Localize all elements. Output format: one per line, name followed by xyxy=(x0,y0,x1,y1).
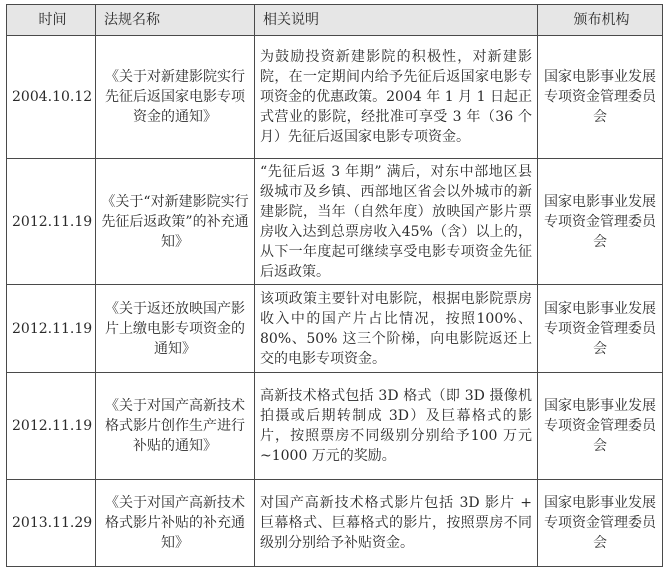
header-name: 法规名称 xyxy=(96,5,255,36)
cell-description: 高新技术格式包括 3D 格式（即 3D 摄像机拍摄或后期转制成 3D）及巨幕格式的影片，按照票房不同级别分别给予100 万元 ~1000 万元的奖励。 xyxy=(255,373,538,480)
cell-name: 《关于对国产高新技术格式影片创作生产进行补贴的通知》 xyxy=(96,373,255,480)
cell-time: 2013.11.29 xyxy=(7,480,96,567)
header-description: 相关说明 xyxy=(255,5,538,36)
cell-name: 《关于“对新建影院实行先征后返政策”的补充通知》 xyxy=(96,159,255,285)
cell-agency: 国家电影事业发展专项资金管理委员会 xyxy=(538,285,663,373)
cell-agency: 国家电影事业发展专项资金管理委员会 xyxy=(538,36,663,159)
table-row xyxy=(7,373,663,480)
cell-name: 《关于对新建影院实行先征后返国家电影专项资金的通知》 xyxy=(96,36,255,159)
cell-name: 《关于返还放映国产影片上缴电影专项资金的通知》 xyxy=(96,285,255,373)
cell-time: 2012.11.19 xyxy=(7,159,96,285)
cell-agency: 国家电影事业发展专项资金管理委员会 xyxy=(538,159,663,285)
cell-description: 该项政策主要针对电影院，根据电影院票房收入中的国产片占比情况，按照100%、80%、50% 这三个阶梯，向电影院返还上交的电影专项资金。 xyxy=(255,285,538,373)
table-row xyxy=(7,36,663,159)
header-row xyxy=(7,5,663,36)
cell-time: 2012.11.19 xyxy=(7,373,96,480)
cell-description: “先征后返 3 年期” 满后，对东中部地区县级城市及乡镇、西部地区省会以外城市的新建影院，当年（自然年度）放映国产影片票房收入达到总票房收入45%（含）以上的，从下一年度起可继续享受电影专项资金先征后返政策。 xyxy=(255,159,538,285)
policy-table xyxy=(6,4,663,567)
cell-agency: 国家电影事业发展专项资金管理委员会 xyxy=(538,373,663,480)
cell-agency: 国家电影事业发展专项资金管理委员会 xyxy=(538,480,663,567)
cell-description: 对国产高新技术格式影片包括 3D 影片 + 巨幕格式、巨幕格式的影片，按照票房不同级别分别给予补贴资金。 xyxy=(255,480,538,567)
table-row xyxy=(7,480,663,567)
cell-description: 为鼓励投资新建影院的积极性，对新建影院，在一定期间内给予先征后返国家电影专项资金的优惠政策。2004 年 1 月 1 日起正式营业的影院，经批准可享受 3 年（36 个月）先征后返国家电影专项资金。 xyxy=(255,36,538,159)
table-row xyxy=(7,159,663,285)
header-time: 时间 xyxy=(7,5,96,36)
cell-name: 《关于对国产高新技术格式影片补贴的补充通知》 xyxy=(96,480,255,567)
cell-time: 2004.10.12 xyxy=(7,36,96,159)
cell-time: 2012.11.19 xyxy=(7,285,96,373)
header-agency: 颁布机构 xyxy=(538,5,663,36)
table-row xyxy=(7,285,663,373)
